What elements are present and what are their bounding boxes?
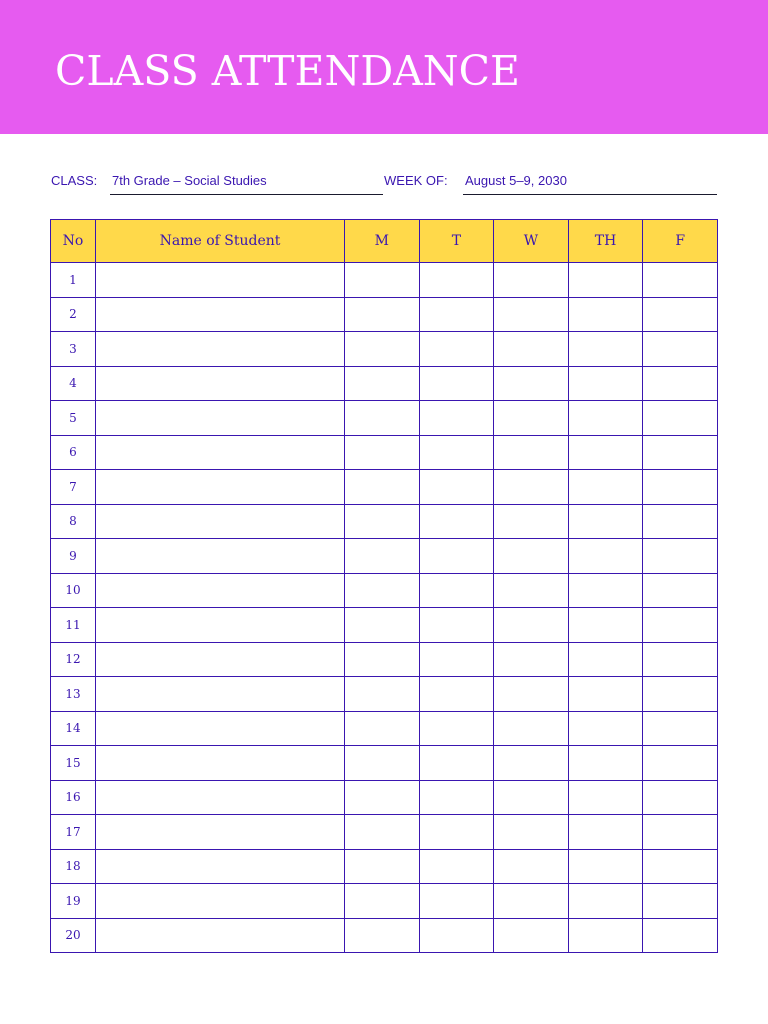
student-name-cell[interactable] <box>96 470 345 505</box>
attendance-cell-wednesday[interactable] <box>494 366 569 401</box>
attendance-cell-friday[interactable] <box>643 884 718 919</box>
attendance-cell-monday[interactable] <box>345 642 420 677</box>
table-row <box>51 263 718 298</box>
table-row <box>51 608 718 643</box>
attendance-cell-friday[interactable] <box>643 573 718 608</box>
attendance-cell-wednesday[interactable] <box>494 470 569 505</box>
row-number: 16 <box>51 780 96 815</box>
student-name-cell[interactable] <box>96 884 345 919</box>
table-row <box>51 401 718 436</box>
attendance-cell-thursday[interactable] <box>568 401 643 436</box>
attendance-cell-wednesday[interactable] <box>494 711 569 746</box>
attendance-cell-thursday[interactable] <box>568 677 643 712</box>
attendance-cell-thursday[interactable] <box>568 435 643 470</box>
table-row <box>51 573 718 608</box>
attendance-cell-thursday[interactable] <box>568 573 643 608</box>
attendance-cell-wednesday[interactable] <box>494 504 569 539</box>
attendance-cell-monday[interactable] <box>345 401 420 436</box>
row-number: 12 <box>51 642 96 677</box>
student-name-cell[interactable] <box>96 849 345 884</box>
attendance-cell-wednesday[interactable] <box>494 677 569 712</box>
attendance-cell-monday[interactable] <box>345 573 420 608</box>
attendance-cell-wednesday[interactable] <box>494 642 569 677</box>
week-label: WEEK OF: <box>384 173 448 188</box>
attendance-cell-friday[interactable] <box>643 780 718 815</box>
student-name-cell[interactable] <box>96 918 345 953</box>
table-row <box>51 642 718 677</box>
row-number: 5 <box>51 401 96 436</box>
attendance-cell-thursday[interactable] <box>568 642 643 677</box>
week-value: August 5–9, 2030 <box>465 173 567 188</box>
attendance-body <box>51 263 718 953</box>
table-row <box>51 780 718 815</box>
student-name-cell[interactable] <box>96 746 345 781</box>
column-header-tuesday: T <box>419 220 494 263</box>
attendance-cell-monday[interactable] <box>345 711 420 746</box>
table-row <box>51 711 718 746</box>
attendance-cell-monday[interactable] <box>345 539 420 574</box>
table-row <box>51 297 718 332</box>
row-number: 2 <box>51 297 96 332</box>
attendance-cell-thursday[interactable] <box>568 470 643 505</box>
table-row <box>51 849 718 884</box>
attendance-cell-wednesday[interactable] <box>494 332 569 367</box>
attendance-cell-tuesday[interactable] <box>419 608 494 643</box>
attendance-cell-thursday[interactable] <box>568 297 643 332</box>
attendance-cell-friday[interactable] <box>643 470 718 505</box>
attendance-cell-wednesday[interactable] <box>494 435 569 470</box>
attendance-cell-friday[interactable] <box>643 815 718 850</box>
attendance-cell-wednesday[interactable] <box>494 746 569 781</box>
attendance-cell-friday[interactable] <box>643 263 718 298</box>
attendance-cell-monday[interactable] <box>345 815 420 850</box>
attendance-cell-thursday[interactable] <box>568 539 643 574</box>
row-number: 11 <box>51 608 96 643</box>
student-name-cell[interactable] <box>96 815 345 850</box>
attendance-cell-wednesday[interactable] <box>494 780 569 815</box>
attendance-cell-friday[interactable] <box>643 918 718 953</box>
attendance-cell-friday[interactable] <box>643 642 718 677</box>
attendance-cell-thursday[interactable] <box>568 504 643 539</box>
row-number: 6 <box>51 435 96 470</box>
attendance-cell-wednesday[interactable] <box>494 263 569 298</box>
attendance-cell-tuesday[interactable] <box>419 677 494 712</box>
row-number: 1 <box>51 263 96 298</box>
attendance-cell-monday[interactable] <box>345 504 420 539</box>
attendance-cell-thursday[interactable] <box>568 711 643 746</box>
attendance-cell-monday[interactable] <box>345 746 420 781</box>
attendance-cell-thursday[interactable] <box>568 332 643 367</box>
row-number: 9 <box>51 539 96 574</box>
attendance-cell-wednesday[interactable] <box>494 884 569 919</box>
attendance-cell-friday[interactable] <box>643 677 718 712</box>
class-underline <box>110 194 383 195</box>
attendance-cell-friday[interactable] <box>643 332 718 367</box>
attendance-cell-wednesday[interactable] <box>494 849 569 884</box>
attendance-cell-wednesday[interactable] <box>494 815 569 850</box>
attendance-cell-monday[interactable] <box>345 263 420 298</box>
attendance-cell-monday[interactable] <box>345 918 420 953</box>
row-number: 18 <box>51 849 96 884</box>
attendance-cell-friday[interactable] <box>643 608 718 643</box>
attendance-cell-wednesday[interactable] <box>494 918 569 953</box>
row-number: 13 <box>51 677 96 712</box>
attendance-cell-tuesday[interactable] <box>419 297 494 332</box>
student-name-cell[interactable] <box>96 332 345 367</box>
row-number: 10 <box>51 573 96 608</box>
student-name-cell[interactable] <box>96 780 345 815</box>
class-label: CLASS: <box>51 173 98 188</box>
attendance-cell-wednesday[interactable] <box>494 539 569 574</box>
attendance-cell-monday[interactable] <box>345 849 420 884</box>
attendance-cell-monday[interactable] <box>345 884 420 919</box>
attendance-cell-wednesday[interactable] <box>494 401 569 436</box>
attendance-cell-tuesday[interactable] <box>419 815 494 850</box>
student-name-cell[interactable] <box>96 677 345 712</box>
attendance-cell-tuesday[interactable] <box>419 746 494 781</box>
attendance-cell-thursday[interactable] <box>568 263 643 298</box>
attendance-cell-tuesday[interactable] <box>419 332 494 367</box>
student-name-cell[interactable] <box>96 263 345 298</box>
column-header-wednesday: W <box>494 220 569 263</box>
attendance-cell-monday[interactable] <box>345 780 420 815</box>
attendance-cell-thursday[interactable] <box>568 746 643 781</box>
attendance-cell-tuesday[interactable] <box>419 711 494 746</box>
student-name-cell[interactable] <box>96 608 345 643</box>
attendance-cell-wednesday[interactable] <box>494 297 569 332</box>
attendance-cell-monday[interactable] <box>345 435 420 470</box>
attendance-cell-friday[interactable] <box>643 849 718 884</box>
attendance-cell-monday[interactable] <box>345 677 420 712</box>
student-name-cell[interactable] <box>96 539 345 574</box>
table-row <box>51 746 718 781</box>
attendance-cell-friday[interactable] <box>643 539 718 574</box>
week-underline <box>463 194 717 195</box>
attendance-cell-tuesday[interactable] <box>419 884 494 919</box>
attendance-cell-friday[interactable] <box>643 504 718 539</box>
attendance-cell-friday[interactable] <box>643 435 718 470</box>
attendance-cell-friday[interactable] <box>643 401 718 436</box>
attendance-cell-wednesday[interactable] <box>494 573 569 608</box>
student-name-cell[interactable] <box>96 642 345 677</box>
column-header-thursday: TH <box>568 220 643 263</box>
attendance-cell-friday[interactable] <box>643 746 718 781</box>
table-row <box>51 677 718 712</box>
table-row <box>51 435 718 470</box>
class-value: 7th Grade – Social Studies <box>112 173 267 188</box>
row-number: 15 <box>51 746 96 781</box>
attendance-cell-monday[interactable] <box>345 366 420 401</box>
row-number: 14 <box>51 711 96 746</box>
attendance-cell-tuesday[interactable] <box>419 401 494 436</box>
attendance-cell-tuesday[interactable] <box>419 504 494 539</box>
attendance-cell-wednesday[interactable] <box>494 608 569 643</box>
row-number: 7 <box>51 470 96 505</box>
table-row <box>51 884 718 919</box>
row-number: 4 <box>51 366 96 401</box>
table-header-row <box>51 220 718 263</box>
student-name-cell[interactable] <box>96 573 345 608</box>
attendance-cell-thursday[interactable] <box>568 608 643 643</box>
attendance-cell-monday[interactable] <box>345 608 420 643</box>
attendance-cell-tuesday[interactable] <box>419 780 494 815</box>
table-row <box>51 815 718 850</box>
attendance-cell-thursday[interactable] <box>568 780 643 815</box>
student-name-cell[interactable] <box>96 366 345 401</box>
student-name-cell[interactable] <box>96 504 345 539</box>
student-name-cell[interactable] <box>96 711 345 746</box>
attendance-cell-thursday[interactable] <box>568 918 643 953</box>
attendance-cell-friday[interactable] <box>643 297 718 332</box>
row-number: 3 <box>51 332 96 367</box>
table-row <box>51 470 718 505</box>
column-header-monday: M <box>345 220 420 263</box>
attendance-cell-tuesday[interactable] <box>419 263 494 298</box>
attendance-cell-tuesday[interactable] <box>419 470 494 505</box>
student-name-cell[interactable] <box>96 435 345 470</box>
attendance-cell-tuesday[interactable] <box>419 573 494 608</box>
student-name-cell[interactable] <box>96 297 345 332</box>
attendance-cell-monday[interactable] <box>345 297 420 332</box>
attendance-cell-friday[interactable] <box>643 711 718 746</box>
attendance-cell-monday[interactable] <box>345 332 420 367</box>
column-header-friday: F <box>643 220 718 263</box>
attendance-cell-friday[interactable] <box>643 366 718 401</box>
table-row <box>51 332 718 367</box>
attendance-cell-thursday[interactable] <box>568 849 643 884</box>
student-name-cell[interactable] <box>96 401 345 436</box>
table-row <box>51 504 718 539</box>
attendance-cell-tuesday[interactable] <box>419 849 494 884</box>
table-row <box>51 539 718 574</box>
attendance-cell-thursday[interactable] <box>568 884 643 919</box>
attendance-cell-thursday[interactable] <box>568 815 643 850</box>
attendance-cell-thursday[interactable] <box>568 366 643 401</box>
attendance-cell-tuesday[interactable] <box>419 918 494 953</box>
attendance-table <box>50 219 718 953</box>
column-header-name: Name of Student <box>96 220 345 263</box>
table-row <box>51 366 718 401</box>
attendance-cell-tuesday[interactable] <box>419 642 494 677</box>
page-title: CLASS ATTENDANCE <box>55 47 520 95</box>
row-number: 19 <box>51 884 96 919</box>
row-number: 20 <box>51 918 96 953</box>
column-header-no: No <box>51 220 96 263</box>
row-number: 17 <box>51 815 96 850</box>
attendance-cell-tuesday[interactable] <box>419 366 494 401</box>
attendance-cell-tuesday[interactable] <box>419 435 494 470</box>
row-number: 8 <box>51 504 96 539</box>
attendance-cell-tuesday[interactable] <box>419 539 494 574</box>
attendance-cell-monday[interactable] <box>345 470 420 505</box>
table-row <box>51 918 718 953</box>
